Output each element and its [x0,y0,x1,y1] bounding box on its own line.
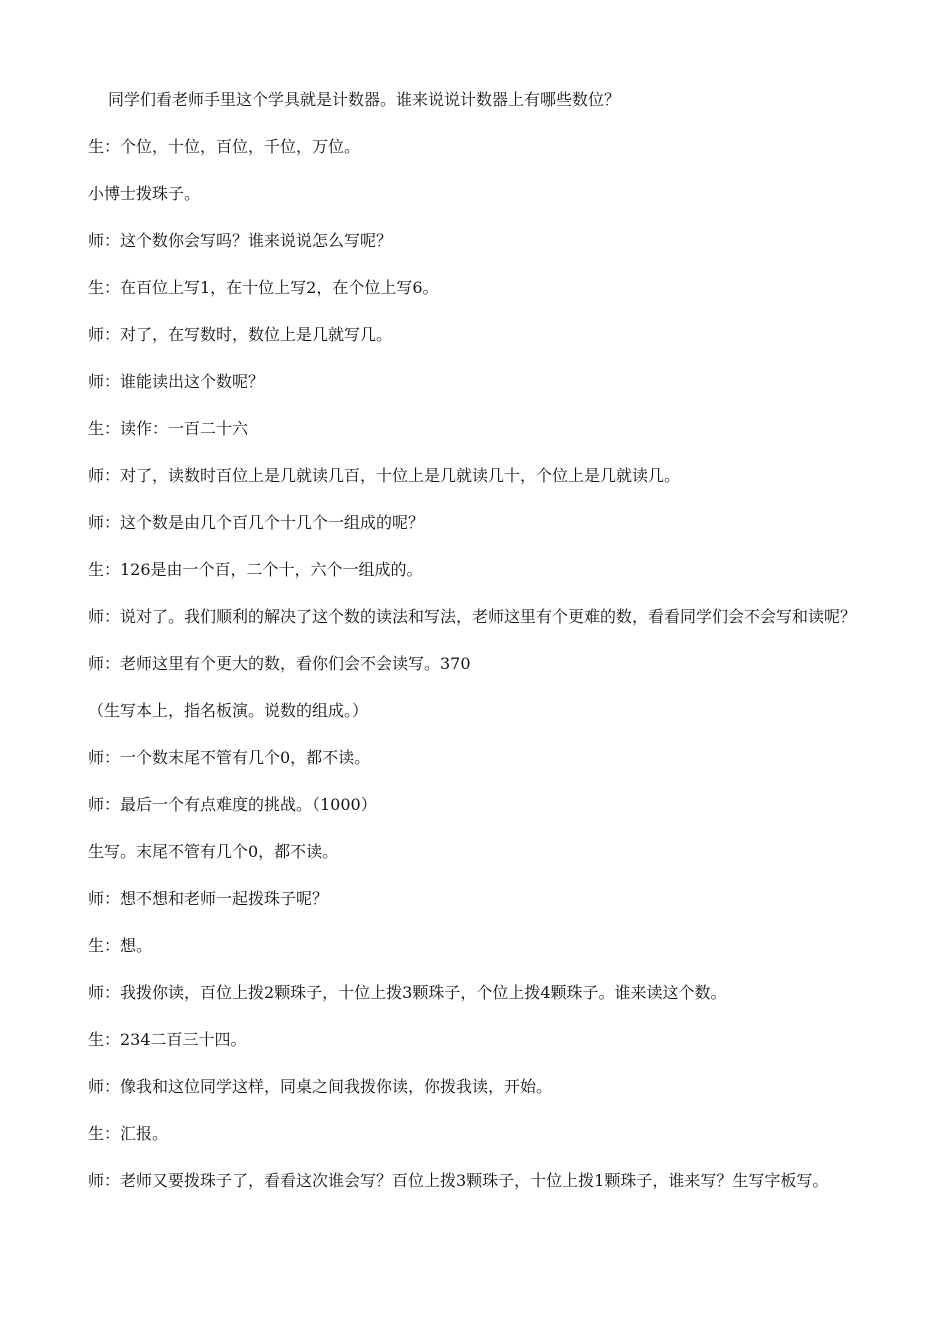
paragraph: 师：说对了。我们顺利的解决了这个数的读法和写法，老师这里有个更难的数，看看同学们会不会写和读呢？ [88,607,857,626]
paragraph: 生：126是由一个百，二个十，六个一组成的。 [88,560,423,579]
paragraph: 师：这个数你会写吗？谁来说说怎么写呢？ [88,231,393,250]
paragraph: 师：想不想和老师一起拨珠子呢？ [88,889,329,908]
paragraph: 生：读作：一百二十六 [88,419,249,438]
paragraph: 生：汇报。 [88,1124,169,1143]
paragraph: 生：在百位上写1，在十位上写2，在个位上写6。 [88,278,439,297]
paragraph: 师：谁能读出这个数呢？ [88,372,265,391]
paragraph: 生：234二百三十四。 [88,1030,247,1049]
paragraph: 师：一个数末尾不管有几个0，都不读。 [88,748,371,767]
document-body [88,88,863,1216]
paragraph: 师：老师这里有个更大的数，看你们会不会读写。370 [88,654,471,673]
paragraph: （生写本上，指名板演。说数的组成。） [88,701,369,720]
paragraph: 小博士拨珠子。 [88,184,201,203]
paragraph: 师：对了，在写数时，数位上是几就写几。 [88,325,393,344]
paragraph: 师：我拨你读，百位上拨2颗珠子，十位上拨3颗珠子，个位上拨4颗珠子。谁来读这个数。 [88,983,727,1002]
paragraph: 师：老师又要拨珠子了，看看这次谁会写？百位上拨3颗珠子，十位上拨1颗珠子，谁来写？生写字板写。 [88,1171,829,1190]
paragraph: 生：想。 [88,936,153,955]
paragraph: 师：像我和这位同学这样，同桌之间我拨你读，你拨我读，开始。 [88,1077,553,1096]
paragraph: 生写。末尾不管有几个0，都不读。 [88,842,339,861]
paragraph: 师：对了，读数时百位上是几就读几百，十位上是几就读几十，个位上是几就读几。 [88,466,681,485]
paragraph: 生：个位，十位，百位，千位，万位。 [88,137,361,156]
paragraph: 师：这个数是由几个百几个十几个一组成的呢？ [88,513,425,532]
paragraph: 师：最后一个有点难度的挑战。（1000） [88,795,377,814]
paragraph: 同学们看老师手里这个学具就是计数器。谁来说说计数器上有哪些数位？ [108,90,621,109]
